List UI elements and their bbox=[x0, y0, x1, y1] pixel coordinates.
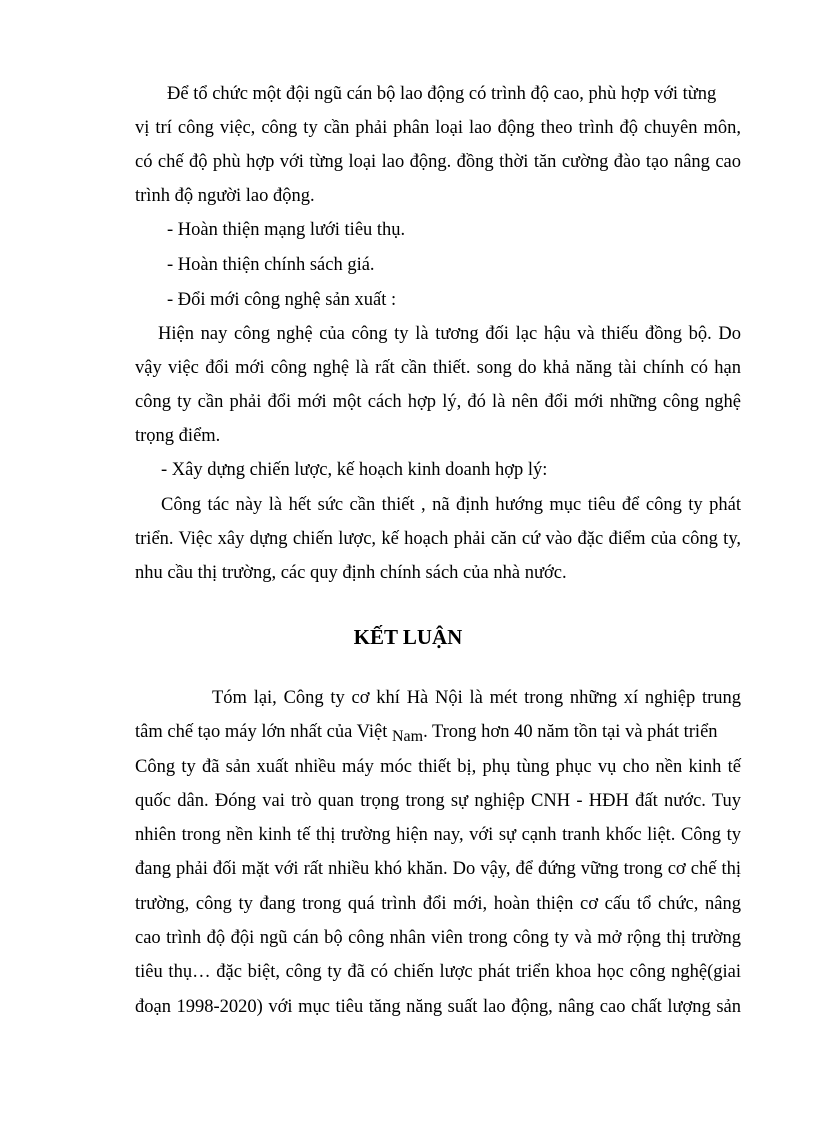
bullet-item: - Đổi mới công nghệ sản xuất : bbox=[167, 290, 397, 310]
line-segment: tâm chế tạo máy lớn nhất của Việt Nam. Trong hơn 40 năm tồn tại và phát triển bbox=[135, 722, 718, 745]
paragraph-line: vậy việc đổi mới công nghệ là rất cần thiết. song do khả năng tài chính có hạn bbox=[135, 358, 741, 378]
paragraph-line: trường, công ty đang trong quá trình đổi mới, hoàn thiện cơ cấu tổ chức, nâng bbox=[135, 894, 741, 914]
paragraph-line: trọng điểm. bbox=[135, 426, 221, 446]
paragraph-line: nhu cầu thị trường, các quy định chính sách của nhà nước. bbox=[135, 563, 567, 583]
paragraph-line: Công tác này là hết sức cần thiết , nã định hướng mục tiêu để công ty phát bbox=[161, 495, 741, 515]
bullet-item: - Hoàn thiện mạng lưới tiêu thụ. bbox=[167, 220, 406, 240]
paragraph-line: trình độ người lao động. bbox=[135, 186, 315, 206]
paragraph-line bbox=[135, 720, 741, 745]
paragraph-line: Công ty đã sản xuất nhiều máy móc thiết bị, phụ tùng phục vụ cho nền kinh tế bbox=[135, 757, 741, 777]
paragraph-line: nhiên trong nền kinh tế thị trường hiện nay, với sự cạnh tranh khốc liệt. Công ty bbox=[135, 825, 741, 845]
paragraph-line: có chế độ phù hợp với từng loại lao động. đồng thời tăn cường đào tạo nâng cao bbox=[135, 152, 741, 172]
paragraph-line: quốc dân. Đóng vai trò quan trọng trong sự nghiệp CNH - HĐH đất nước. Tuy bbox=[135, 791, 741, 811]
bullet-item: - Xây dựng chiến lược, kế hoạch kinh doanh hợp lý: bbox=[161, 460, 548, 480]
conclusion-heading: KẾT LUẬN bbox=[353, 625, 463, 649]
paragraph-line: triển. Việc xây dựng chiến lược, kế hoạch phải căn cứ vào đặc điểm của công ty, bbox=[135, 529, 741, 549]
subscript-word: Nam bbox=[391, 728, 424, 745]
paragraph-line: Hiện nay công nghệ của công ty là tương đối lạc hậu và thiếu đồng bộ. Do bbox=[158, 324, 741, 344]
paragraph-line: đoạn 1998-2020) với mục tiêu tăng năng suất lao động, nâng cao chất lượng sản bbox=[135, 997, 741, 1017]
bullet-item: - Hoàn thiện chính sách giá. bbox=[167, 255, 375, 275]
paragraph-line: Tóm lại, Công ty cơ khí Hà Nội là mét trong những xí nghiệp trung bbox=[212, 688, 741, 708]
paragraph-line: cao trình độ đội ngũ cán bộ công nhân viên trong công ty và mở rộng thị trường bbox=[135, 928, 741, 948]
paragraph-line: vị trí công việc, công ty cần phải phân loại lao động theo trình độ chuyên môn, bbox=[135, 118, 741, 138]
paragraph-line: công ty cần phải đổi mới một cách hợp lý, đó là nên đổi mới những công nghệ bbox=[135, 392, 741, 412]
paragraph-line: đang phải đối mặt với rất nhiều khó khăn. Do vậy, để đứng vững trong cơ chế thị bbox=[135, 859, 741, 879]
paragraph-line: tiêu thụ… đặc biệt, công ty đã có chiến lược phát triển khoa học công nghệ(giai bbox=[135, 962, 741, 982]
paragraph-line: Để tổ chức một đội ngũ cán bộ lao động có trình độ cao, phù hợp với từng bbox=[167, 84, 717, 104]
